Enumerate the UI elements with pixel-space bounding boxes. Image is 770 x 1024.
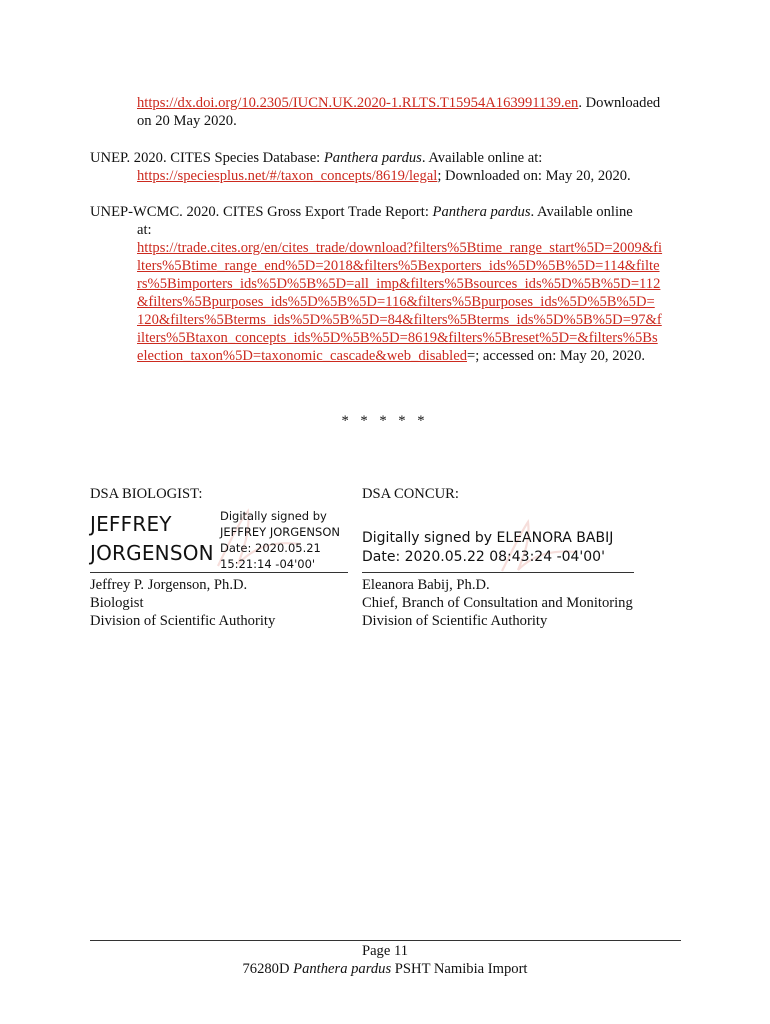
unep-prefix: UNEP. 2020. CITES Species Database: [90, 150, 324, 166]
concur-title: Chief, Branch of Consultation and Monitoring [362, 595, 633, 611]
iucn-after-text: . Downloaded [578, 95, 661, 111]
biologist-name: Jeffrey P. Jorgenson, Ph.D. [90, 577, 248, 593]
cites-trade-link-line[interactable]: ilters%5Btaxon_concepts_ids%5D%5B%5D=8619&filters%5Breset%5D=&filters%5Bs [137, 330, 658, 346]
biologist-info [90, 576, 275, 630]
footer-species: Panthera pardus [293, 961, 392, 977]
cites-trade-link-line[interactable]: lters%5Btime_range_end%5D=2018&filters%5Bexporters_ids%5D%5B%5D=114&filte [137, 258, 660, 274]
wcmc-after-text: =; accessed on: May 20, 2020. [467, 348, 646, 364]
concur-digital-signature[interactable] [362, 508, 634, 568]
unep-reference-line2 [137, 167, 631, 185]
biologist-signature-name-line1: JEFFREY [90, 512, 172, 536]
unep-species: Panthera pardus [323, 150, 422, 166]
biologist-signature-rule [90, 572, 348, 573]
biologist-division: Division of Scientific Authority [90, 613, 276, 629]
iucn-reference-line2: on 20 May 2020. [137, 113, 237, 129]
cites-trade-link-line[interactable]: 120&filters%5Bterms_ids%5D%5B%5D=84&filters%5Bterms_ids%5D%5B%5D=97&f [137, 312, 662, 328]
footer-document-id [0, 960, 770, 978]
biologist-digital-signature[interactable] [90, 508, 348, 571]
iucn-doi-link[interactable]: https://dx.doi.org/10.2305/IUCN.UK.2020-1.RLTS.T15954A163991139.en [137, 95, 579, 111]
section-separator: * * * * * [341, 413, 429, 429]
concur-signature-block [362, 486, 634, 636]
unep-suffix: . Available online at: [421, 150, 543, 166]
speciesplus-link[interactable]: https://speciesplus.net/#/taxon_concepts/8619/legal [137, 168, 438, 184]
footer-suffix: PSHT Namibia Import [394, 961, 528, 977]
cites-trade-link-last-line [137, 347, 682, 365]
biologist-signed-date: Date: 2020.05.21 [220, 541, 321, 555]
unep-after-text: ; Downloaded on: May 20, 2020. [437, 168, 631, 184]
footer-doc-number: 76280D [242, 961, 290, 977]
biologist-signed-time: 15:21:14 -04'00' [220, 557, 316, 571]
unep-wcmc-reference-line1 [90, 203, 633, 221]
page-number: Page 11 [361, 943, 409, 959]
biologist-signed-by-label: Digitally signed by [220, 509, 327, 523]
biologist-title: Biologist [90, 595, 144, 611]
wcmc-prefix: UNEP-WCMC. 2020. CITES Gross Export Trade Report: [90, 204, 433, 220]
wcmc-suffix: . Available online [530, 204, 633, 220]
wcmc-species: Panthera pardus [432, 204, 531, 220]
concur-signature-rule [362, 572, 634, 573]
cites-trade-link-block [137, 239, 682, 365]
biologist-heading: DSA BIOLOGIST: [90, 486, 203, 502]
iucn-reference-line1 [137, 94, 660, 112]
cites-trade-link-line[interactable]: rs%5Bimporters_ids%5D%5B%5D=all_imp&filters%5Bsources_ids%5D%5B%5D=112 [137, 276, 661, 292]
cites-trade-link-line[interactable]: https://trade.cites.org/en/cites_trade/download?filters%5Btime_range_start%5D=2009&fi [137, 240, 663, 256]
biologist-signed-by-name: JEFFREY JORGENSON [220, 525, 340, 539]
footer-rule [90, 940, 681, 941]
concur-name: Eleanora Babij, Ph.D. [362, 577, 490, 593]
cites-trade-link-line[interactable]: &filters%5Bpurposes_ids%5D%5B%5D=116&filters%5Bpurposes_ids%5D%5B%5D= [137, 294, 655, 310]
biologist-signature-block [90, 486, 348, 636]
concur-info [362, 576, 633, 630]
concur-signed-by: Digitally signed by ELEANORA BABIJ [362, 530, 614, 546]
biologist-signature-name-line2: JORGENSON [90, 541, 214, 565]
concur-division: Division of Scientific Authority [362, 613, 548, 629]
cites-trade-link-line[interactable]: election_taxon%5D=taxonomic_cascade&web_disabled [137, 348, 467, 364]
concur-heading: DSA CONCUR: [362, 486, 459, 502]
wcmc-reference-line2: at: [137, 222, 152, 238]
unep-reference-line1 [90, 149, 542, 167]
concur-signed-date: Date: 2020.05.22 08:43:24 -04'00' [362, 549, 605, 565]
